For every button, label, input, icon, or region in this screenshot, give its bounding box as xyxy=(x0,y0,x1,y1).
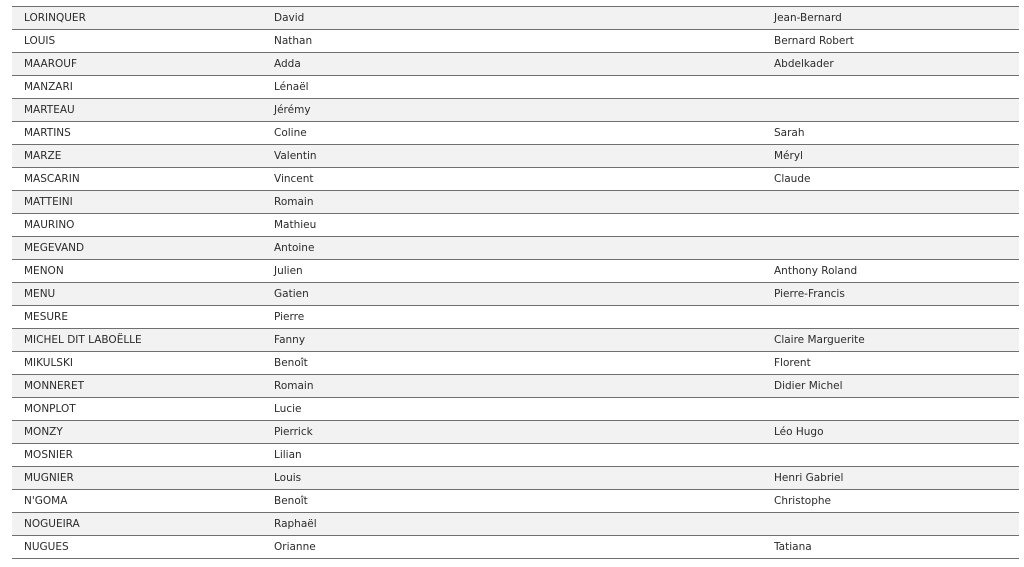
last-name-cell: MESURE xyxy=(24,311,68,323)
first-name-cell: Louis xyxy=(274,472,302,484)
table-row xyxy=(12,283,1019,306)
table-row xyxy=(12,145,1019,168)
last-name-cell: MICHEL DIT LABOËLLE xyxy=(24,334,142,346)
last-name-cell: NOGUEIRA xyxy=(24,518,80,530)
last-name-cell: N'GOMA xyxy=(24,495,68,507)
last-name-cell: MARZE xyxy=(24,150,62,162)
other-names-cell: Anthony Roland xyxy=(774,265,858,277)
last-name-cell: NUGUES xyxy=(24,541,69,553)
table-row xyxy=(12,53,1019,76)
first-name-cell: Vincent xyxy=(274,173,314,185)
table-row xyxy=(12,467,1019,490)
table-row xyxy=(12,30,1019,53)
first-name-cell: Coline xyxy=(274,127,307,139)
names-table xyxy=(12,6,1019,559)
other-names-cell: Christophe xyxy=(774,495,832,507)
first-name-cell: Fanny xyxy=(274,334,306,346)
table-row xyxy=(12,421,1019,444)
table-row xyxy=(12,329,1019,352)
other-names-cell: Tatiana xyxy=(774,541,812,553)
last-name-cell: MUGNIER xyxy=(24,472,74,484)
first-name-cell: Nathan xyxy=(274,35,313,47)
last-name-cell: MONZY xyxy=(24,426,63,438)
last-name-cell: LOUIS xyxy=(24,35,56,47)
table-row xyxy=(12,398,1019,421)
first-name-cell: Benoît xyxy=(274,495,308,507)
first-name-cell: Antoine xyxy=(274,242,315,254)
other-names-cell: Abdelkader xyxy=(774,58,834,70)
table-row xyxy=(12,7,1019,30)
table-row xyxy=(12,99,1019,122)
table-row xyxy=(12,191,1019,214)
first-name-cell: Benoît xyxy=(274,357,308,369)
first-name-cell: Lénaël xyxy=(274,81,309,93)
first-name-cell: Lilian xyxy=(274,449,302,461)
last-name-cell: MANZARI xyxy=(24,81,73,93)
table-row xyxy=(12,536,1019,559)
first-name-cell: Adda xyxy=(274,58,301,70)
other-names-cell: Jean-Bernard xyxy=(774,12,842,24)
last-name-cell: MONNERET xyxy=(24,380,85,392)
other-names-cell: Henri Gabriel xyxy=(774,472,844,484)
other-names-cell: Claire Marguerite xyxy=(774,334,865,346)
last-name-cell: MAAROUF xyxy=(24,58,78,70)
other-names-cell: Méryl xyxy=(774,150,803,162)
last-name-cell: MASCARIN xyxy=(24,173,80,185)
table-row xyxy=(12,214,1019,237)
first-name-cell: Pierre xyxy=(274,311,305,323)
last-name-cell: MAURINO xyxy=(24,219,75,231)
other-names-cell: Claude xyxy=(774,173,811,185)
other-names-cell: Didier Michel xyxy=(774,380,843,392)
last-name-cell: MENU xyxy=(24,288,56,300)
last-name-cell: MARTEAU xyxy=(24,104,75,116)
last-name-cell: MATTEINI xyxy=(24,196,73,208)
other-names-cell: Sarah xyxy=(774,127,805,139)
table-row xyxy=(12,122,1019,145)
other-names-cell: Florent xyxy=(774,357,811,369)
table-row xyxy=(12,237,1019,260)
table-row xyxy=(12,375,1019,398)
table-row xyxy=(12,260,1019,283)
first-name-cell: David xyxy=(274,12,305,24)
table-row xyxy=(12,490,1019,513)
last-name-cell: MOSNIER xyxy=(24,449,73,461)
last-name-cell: MONPLOT xyxy=(24,403,76,415)
first-name-cell: Valentin xyxy=(274,150,317,162)
last-name-cell: LORINQUER xyxy=(24,12,86,24)
first-name-cell: Jérémy xyxy=(274,104,311,116)
first-name-cell: Julien xyxy=(274,265,303,277)
last-name-cell: MEGEVAND xyxy=(24,242,85,254)
table-row xyxy=(12,352,1019,375)
last-name-cell: MARTINS xyxy=(24,127,71,139)
last-name-cell: MENON xyxy=(24,265,64,277)
other-names-cell: Léo Hugo xyxy=(774,426,824,438)
table-row xyxy=(12,168,1019,191)
first-name-cell: Romain xyxy=(274,196,314,208)
first-name-cell: Raphaël xyxy=(274,518,317,530)
table-row xyxy=(12,76,1019,99)
other-names-cell: Bernard Robert xyxy=(774,35,854,47)
first-name-cell: Mathieu xyxy=(274,219,317,231)
first-name-cell: Gatien xyxy=(274,288,309,300)
table-row xyxy=(12,513,1019,536)
first-name-cell: Orianne xyxy=(274,541,316,553)
table-row xyxy=(12,444,1019,467)
last-name-cell: MIKULSKI xyxy=(24,357,73,369)
first-name-cell: Romain xyxy=(274,380,314,392)
other-names-cell: Pierre-Francis xyxy=(774,288,845,300)
first-name-cell: Lucie xyxy=(274,403,302,415)
first-name-cell: Pierrick xyxy=(274,426,313,438)
table-row xyxy=(12,306,1019,329)
